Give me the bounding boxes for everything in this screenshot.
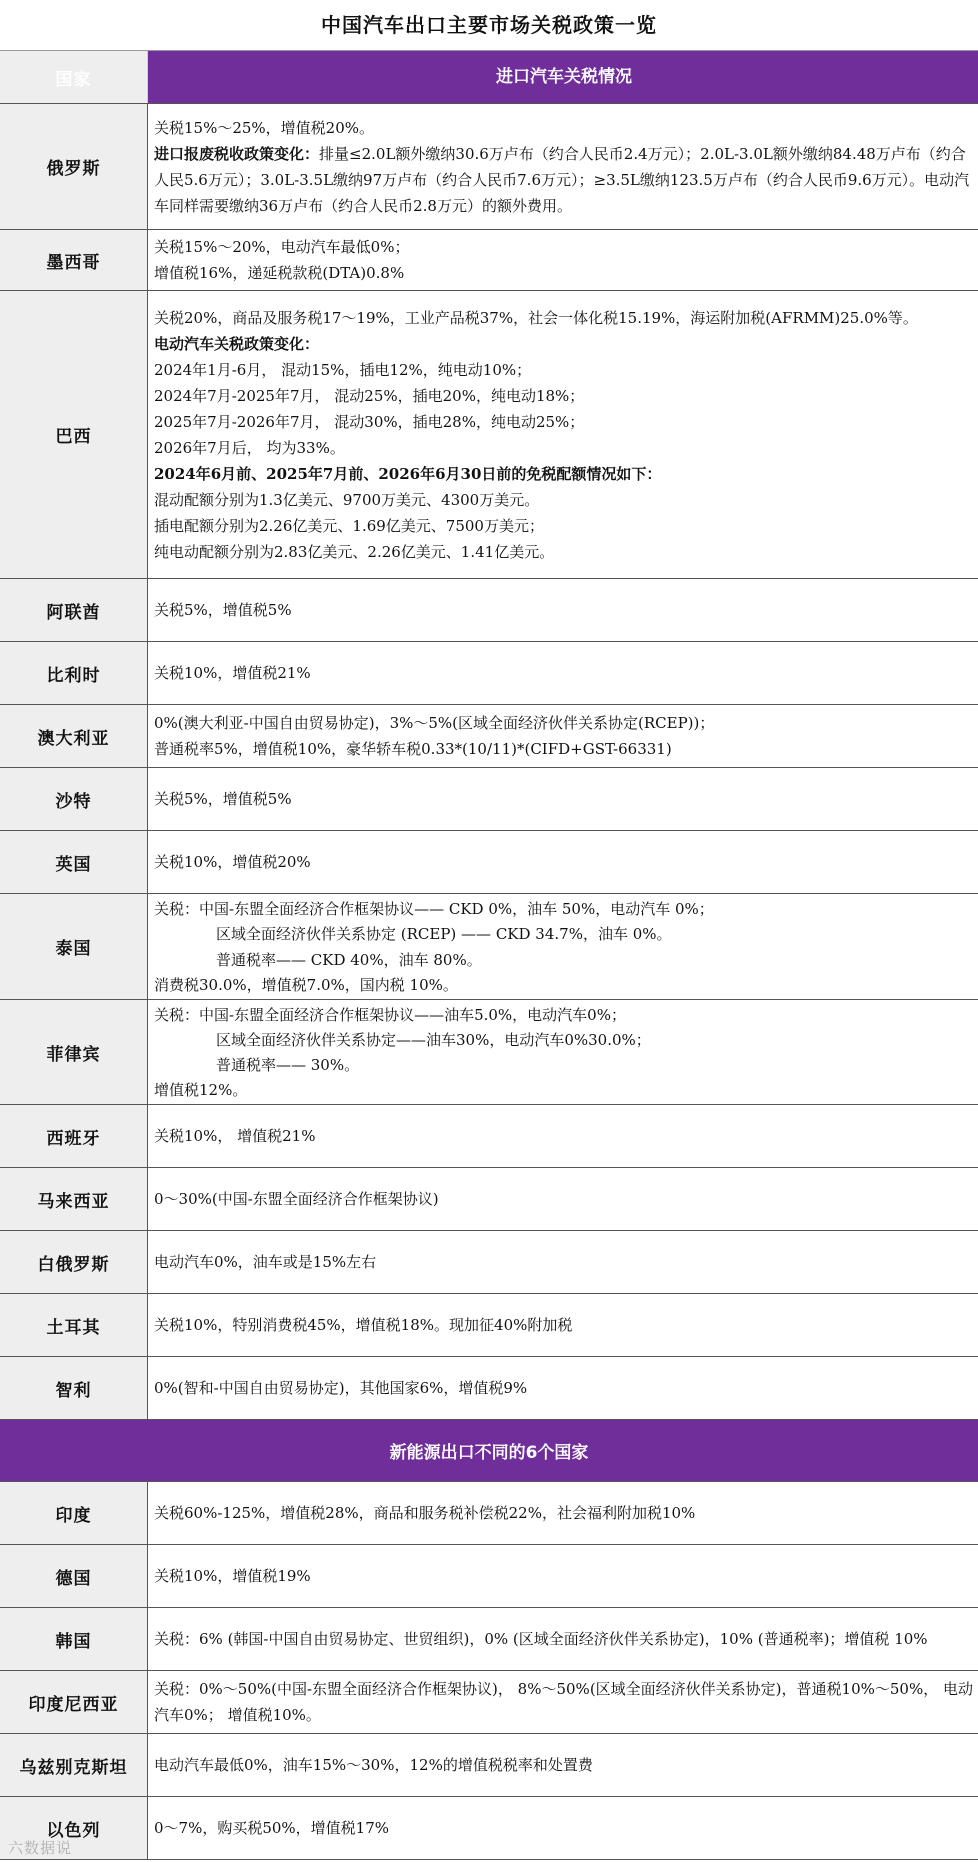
policy-cell: 0%(智和-中国自由贸易协定)，其他国家6%，增值税9% [154,1379,528,1397]
country-name: 以色列 [0,1797,148,1859]
policy-cell: 关税10%，增值税21% [154,664,311,682]
policy-cell: 电动汽车最低0%，油车15%～30%，12%的增值税税率和处置费 [154,1756,593,1774]
country-name: 德国 [0,1545,148,1607]
policy-cell: 关税：0%～50%(中国-东盟全面经济合作框架协议)， 8%～50%(区域全面经济伙伴关系协定)，普通税10%～50%， 电动汽车0%； 增值税10%。 [154,1680,973,1724]
policy-cell: 关税15%～25%，增值税20%。 进口报废税收政策变化：排量≤2.0L额外缴纳30.6万卢布（约合人民币2.4万元）；2.0L-3.0L额外缴纳84.48万卢布（约合人民5.6万元）；3.0L-3.5L缴纳97万卢布（约合人民币7.6万元）；≥3.5L缴纳123.5万卢布（约合人民币9.6万元）。电动汽车同样需要缴纳36万卢布（约合人民币2.8万元）的额外费用。 [154,118,970,215]
policy-cell: 电动汽车0%，油车或是15%左右 [154,1253,377,1271]
header-policy: 进口汽车关税情况 [496,67,632,87]
table-row-uzbekistan [0,1734,978,1797]
country-name: 土耳其 [0,1294,148,1356]
country-name: 巴西 [0,291,148,578]
table-row-belarus [0,1231,978,1294]
section-header-nev: 新能源出口不同的6个国家 [0,1420,978,1482]
policy-subheading: 2024年6月前、2025年7月前、2026年6月30日前的免税配额情况如下： [154,464,662,483]
table-row-india [0,1482,978,1545]
policy-cell: 0～7%，购买税50%，增值税17% [154,1819,390,1837]
document-title: 中国汽车出口主要市场关税政策一览 [0,0,978,51]
table-row-korea [0,1608,978,1671]
country-name: 菲律宾 [0,1000,148,1104]
country-name: 阿联酋 [0,579,148,641]
country-name: 沙特 [0,768,148,830]
country-name: 英国 [0,831,148,893]
policy-cell: 关税10%，特别消费税45%，增值税18%。现加征40%附加税 [154,1316,573,1334]
country-name: 西班牙 [0,1105,148,1167]
table-row-uk [0,831,978,894]
table-row-thailand [0,894,978,1000]
country-name: 俄罗斯 [0,104,148,229]
country-name: 比利时 [0,642,148,704]
policy-cell: 0～30%(中国-东盟全面经济合作框架协议) [154,1190,439,1208]
policy-cell: 关税60%-125%，增值税28%，商品和服务税补偿税22%，社会福利附加税10% [154,1504,696,1522]
table-row-turkey [0,1294,978,1357]
country-name: 韩国 [0,1608,148,1670]
header-country: 国家 [0,51,148,103]
country-name: 泰国 [0,894,148,999]
country-name: 马来西亚 [0,1168,148,1230]
country-name: 墨西哥 [0,230,148,290]
tariff-table [0,51,978,1860]
table-row-uae [0,579,978,642]
country-name: 白俄罗斯 [0,1231,148,1293]
table-row-mexico [0,230,978,291]
policy-cell: 关税10%，增值税20% [154,853,311,871]
table-row-belgium [0,642,978,705]
policy-cell: 关税：6% (韩国-中国自由贸易协定、世贸组织)，0% (区域全面经济伙伴关系协定)，10% (普通税率)；增值税 10% [154,1630,928,1648]
policy-cell: 关税：中国-东盟全面经济合作框架协议——油车5.0%，电动汽车0%； 区域全面经济伙伴关系协定——油车30%，电动汽车0%30.0%； 普通税率—— 30%。 增值税12%。 [154,1006,651,1099]
table-row-chile [0,1357,978,1420]
policy-cell: 关税5%，增值税5% [154,790,292,808]
country-name: 智利 [0,1357,148,1419]
table-row-australia [0,705,978,768]
policy-cell: 关税15%～20%，电动汽车最低0%； 增值税16%，递延税款税(DTA)0.8% [154,238,410,282]
table-row-philippines [0,1000,978,1105]
country-name: 印度 [0,1482,148,1544]
policy-cell: 0%(澳大利亚-中国自由贸易协定)，3%～5%(区域全面经济伙伴关系协定(RCEP))； 普通税率5%，增值税10%，豪华轿车税0.33*(10/11)*(CIFD+GST-66331) [154,714,715,758]
policy-subheading: 进口报废税收政策变化： [154,144,320,163]
policy-cell: 关税5%，增值税5% [154,601,292,619]
watermark-logo: 六数据说 [8,1839,73,1857]
table-row-germany [0,1545,978,1608]
country-name: 乌兹别克斯坦 [0,1734,148,1796]
country-name: 澳大利亚 [0,705,148,767]
country-name: 印度尼西亚 [0,1671,148,1733]
policy-cell: 关税20%，商品及服务税17～19%，工业产品税37%，社会一体化税15.19%，海运附加税(AFRMM)25.0%等。 电动汽车关税政策变化： 2024年1月-6月， 混动15%，插电12%，纯电动10%； 2024年7月-2025年7月， 混动25%，插电20%，纯电动18%； 2025年7月-2026年7月， 混动30%，插电28%，纯电动25%； 2026年7月后， 均为33%。 2024年6月前、2025年7月前、2026年6月30日前的免税配额情况如下： 混动配额分别为1.3亿美元、9700万美元、4300万美元。 插电配额分别为2.26亿美元、1.69亿美元、7500万美元； 纯电动配额分别为2.83亿美元、2.26亿美元、1.41亿美元。 [148,291,978,578]
policy-cell: 关税：中国-东盟全面经济合作框架协议—— CKD 0%，油车 50%，电动汽车 0%； 区域全面经济伙伴关系协定 (RCEP) —— CKD 34.7%，油车 0%。 普通税率—— CKD 40%，油车 80%。 消费税30.0%，增值税7.0%，国内税 10%。 [154,900,714,994]
policy-cell: 关税10%，增值税19% [154,1567,311,1585]
table-row-saudi [0,768,978,831]
table-row-malaysia [0,1168,978,1231]
table-row-spain [0,1105,978,1168]
policy-cell: 关税10%， 增值税21% [154,1127,316,1145]
table-row-russia [0,104,978,230]
table-row-brazil [0,291,978,579]
table-row-indonesia [0,1671,978,1734]
policy-subheading: 电动汽车关税政策变化： [154,334,320,353]
table-header [0,51,978,104]
table-row-israel [0,1797,978,1860]
